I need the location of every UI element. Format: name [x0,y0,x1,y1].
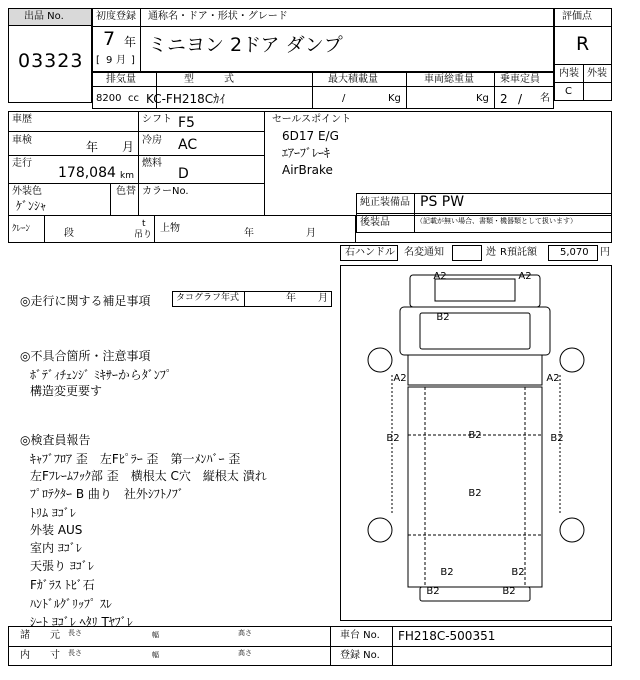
rule [392,626,393,666]
defects-title: ◎不具合箇所・注意事項 [20,349,151,363]
damage-code: A2 [433,271,447,282]
damage-code: B2 [550,433,564,444]
tacho-month-unit: 月 [318,293,328,304]
inspector-line-5: 外装 AUS [30,523,83,537]
first-reg-year: 7 [103,28,116,50]
inspector-line-2: 左Fﾌﾚｰﾑﾌｯｸ部 歪 横根太 C穴 縦根太 潰れ [30,469,267,483]
height-label-inner: 高さ [238,649,252,657]
damage-code: B2 [468,430,482,441]
inner-label: 内 寸 [20,650,60,661]
max-load-label: 最大積載量 [328,74,378,85]
ac-value: AC [178,137,198,153]
upper-month-unit: 月 [306,228,316,239]
shift-label: シフト [142,114,172,125]
defect-line-2: 構造変更要す [30,384,103,398]
crane-label: ｸﾚｰﾝ [12,224,31,234]
damage-code: B2 [468,488,482,499]
sales-point-1: 6D17 E/G [282,129,339,143]
rule [554,26,612,27]
length-label-inner: 長さ [68,649,82,657]
r-deadline-value: 5,070 [560,247,589,258]
inspector-title: ◎検査員報告 [20,433,91,447]
capacity-sep: / [518,92,523,106]
damage-code: B2 [426,586,440,597]
capacity-unit: 名 [540,93,550,104]
height-label: 高さ [238,629,252,637]
aftermarket-label: 後装品 [360,217,390,228]
crane-hoist-unit: 吊り [134,230,153,240]
lot-number: 03323 [18,50,84,72]
damage-code: B2 [436,312,450,323]
rule [92,26,554,27]
chassis-value: FH218C-500351 [398,629,496,643]
rule [494,72,495,109]
sales-points-label: セールスポイント [272,114,352,125]
damage-code: B2 [511,567,525,578]
tacho-year-unit: 年 [286,293,296,304]
damage-code: B2 [502,586,516,597]
exterior-label: 外装 [587,68,607,79]
mileage-unit: km [120,171,134,181]
registration-label: 登録 No. [340,650,380,661]
rule [406,72,407,109]
fuel-value: D [178,166,189,182]
displacement-label: 排気量 [106,74,136,85]
gross-weight-label: 車両総重量 [424,74,474,85]
max-load-value: / [342,93,346,104]
aftermarket-note: （記載が無い場合、書類・機器類として扱います） [416,217,577,225]
r-deadline-unit: 円 [600,247,610,258]
odometer-change-box [452,245,482,261]
damage-code: B2 [440,567,454,578]
interior-label: 内装 [559,68,579,79]
damage-code: A2 [546,373,560,384]
color-change-label: 色替 [116,186,136,197]
inspector-line-6: 室内 ﾖｺﾞﾚ [30,541,82,555]
inspector-line-3: ﾌﾟﾛﾃｸﾀｰ B 曲り 社外ｼﾌﾄﾉﾌﾞ [30,487,184,501]
rule [140,8,141,72]
r-deadline-label: R預託額 [500,247,537,258]
rule [8,646,612,647]
vehicle-flag-label: 迯 [486,247,496,258]
exterior-color-label: 外装色 [12,186,42,197]
crane-stage-unit: 段 [64,228,74,239]
damage-code: A2 [518,271,532,282]
ac-label: 冷房 [142,135,162,146]
width-label: 幅 [152,631,159,639]
running-notes-title: ◎走行に関する補足事項 [20,294,151,308]
inspector-line-10: ｼｰﾄ ﾖｺﾞﾚ ﾍﾀﾘ Tﾔﾌﾞﾚ [30,615,133,629]
bracket-close: ] [131,55,135,66]
genuine-equip-label: 純正装備品 [360,197,410,208]
rule [138,111,139,215]
interior-value: C [565,86,572,97]
bracket-open: [ [96,55,100,66]
history-label: 車歴 [12,114,32,125]
rule [154,215,155,243]
rule [312,72,313,109]
grade-value: R [576,33,590,55]
defect-line-1: ﾎﾞﾃﾞｨﾁｪﾝｼﾞ ﾐｷｻｰからﾀﾞﾝﾌﾟ [30,368,172,382]
rule [8,131,264,132]
sales-point-3: AirBrake [282,163,333,177]
displacement-unit: cc [128,93,139,104]
rule [330,626,331,666]
width-label-inner: 幅 [152,651,159,659]
chassis-label: 車台 No. [340,630,380,641]
grade-label: 評価点 [562,11,592,22]
capacity-label: 乗車定員 [500,74,540,85]
dims-label: 諸 元 [20,630,60,641]
fuel-label: 燃料 [142,158,162,169]
model-label: 型 式 [184,74,234,85]
inspector-line-9: ﾊﾝﾄﾞﾙｸﾞﾘｯﾌﾟ ｽﾚ [30,597,112,611]
sales-point-2: ｴｱｰﾌﾞﾚｰｷ [282,146,331,160]
length-label: 長さ [68,629,82,637]
rule [244,291,245,307]
shift-value: F5 [178,115,195,131]
genuine-equip-value: PS PW [420,194,465,210]
kg-unit-1: Kg [388,93,401,104]
exterior-color-value: ｹﾞﾝｼｬ [16,199,47,213]
upper-year-unit: 年 [244,228,254,239]
first-reg-month: 9 [106,55,113,66]
inspector-line-7: 天張り ﾖｺﾞﾚ [30,559,94,573]
crane-t-unit: t [142,219,146,229]
mileage-label: 走行 [12,158,32,169]
rule [44,215,45,243]
rule [583,64,584,101]
damage-code: B2 [386,433,400,444]
odometer-change-label: 名変通知 [404,247,444,258]
displacement-value: 8200 [96,93,122,104]
damage-code: A2 [393,373,407,384]
capacity-value: 2 [500,92,508,106]
inspector-line-8: Fｶﾞﾗｽ ﾄﾋﾞ石 [30,578,95,592]
inspector-line-1: ｷｬﾌﾞﾌﾛｱ 歪 左Fﾋﾟﾗｰ 歪 第一ﾒﾝﾊﾞｰ 歪 [30,452,241,466]
inspector-line-4: ﾄﾘﾑ ﾖｺﾞﾚ [30,506,76,520]
year-unit: 年 [124,35,137,49]
lot-label: 出品 No. [24,11,64,22]
kg-unit-2: Kg [476,93,489,104]
rule [356,213,612,214]
rule [264,111,265,215]
mileage-value: 178,084 [58,165,116,181]
rule [8,155,264,156]
inspection-year-unit: 年 [86,140,99,154]
crane-row [8,215,356,243]
upper-label: 上物 [160,223,180,234]
month-unit: 月 [116,55,126,66]
inspection-month-unit: 月 [122,140,135,154]
first-reg-label: 初度登録 [96,11,136,22]
right-handle-label: 右ハンドル [345,247,395,258]
vehicle-name: ミニヨン 2ドア ダンプ [148,34,343,56]
tacho-label: タコグラフ年式 [176,293,240,303]
name-label: 通称名・ドア・形状・グレード [148,11,288,22]
model-value: KC-FH218Cｶｲ [146,92,226,106]
rule [92,86,554,87]
rule [110,183,111,215]
color-code-label: カラーNo. [142,186,189,197]
inspection-label: 車検 [12,135,32,146]
rule [8,183,264,184]
